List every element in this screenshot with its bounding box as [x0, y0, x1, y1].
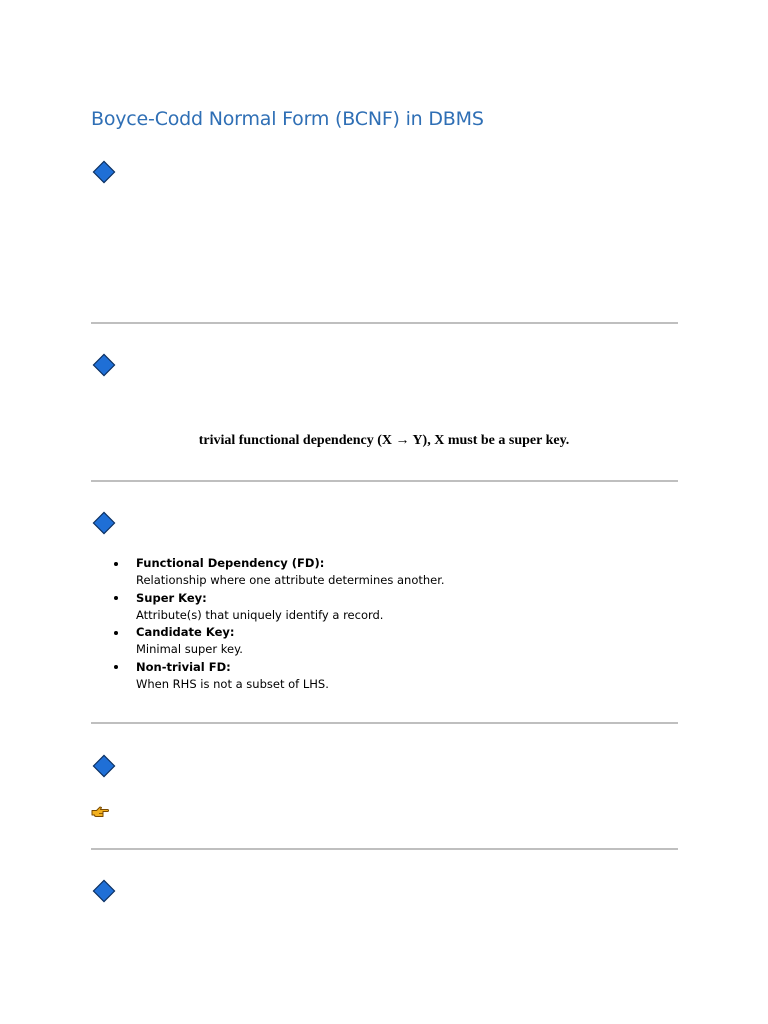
key-terms-list [112, 555, 445, 693]
blue-diamond-icon [93, 512, 116, 535]
page-title: Boyce-Codd Normal Form (BCNF) in DBMS [91, 108, 484, 130]
list-item [112, 659, 445, 694]
section-divider [91, 480, 678, 482]
term-description: When RHS is not a subset of LHS. [136, 677, 329, 692]
term-name: Candidate Key: [136, 625, 235, 640]
blue-diamond-icon [93, 880, 116, 903]
term-description: Relationship where one attribute determines another. [136, 573, 445, 588]
blue-diamond-icon [93, 755, 116, 778]
section-divider [91, 322, 678, 324]
list-item [112, 590, 445, 625]
term-name: Functional Dependency (FD): [136, 556, 325, 570]
bcnf-definition: trivial functional dependency (X → Y), X must be a super key. [198, 433, 570, 448]
list-item [112, 624, 445, 659]
backhand-index-pointing-right-icon [91, 804, 109, 818]
list-item [112, 555, 445, 590]
section-divider [91, 722, 678, 724]
section-divider [91, 848, 678, 850]
term-name: Super Key: [136, 590, 207, 605]
term-name: Non-trivial FD: [136, 659, 231, 674]
term-description: Minimal super key. [136, 642, 243, 657]
blue-diamond-icon [93, 354, 116, 377]
term-description: Attribute(s) that uniquely identify a record. [136, 607, 384, 622]
blue-diamond-icon [93, 161, 116, 184]
